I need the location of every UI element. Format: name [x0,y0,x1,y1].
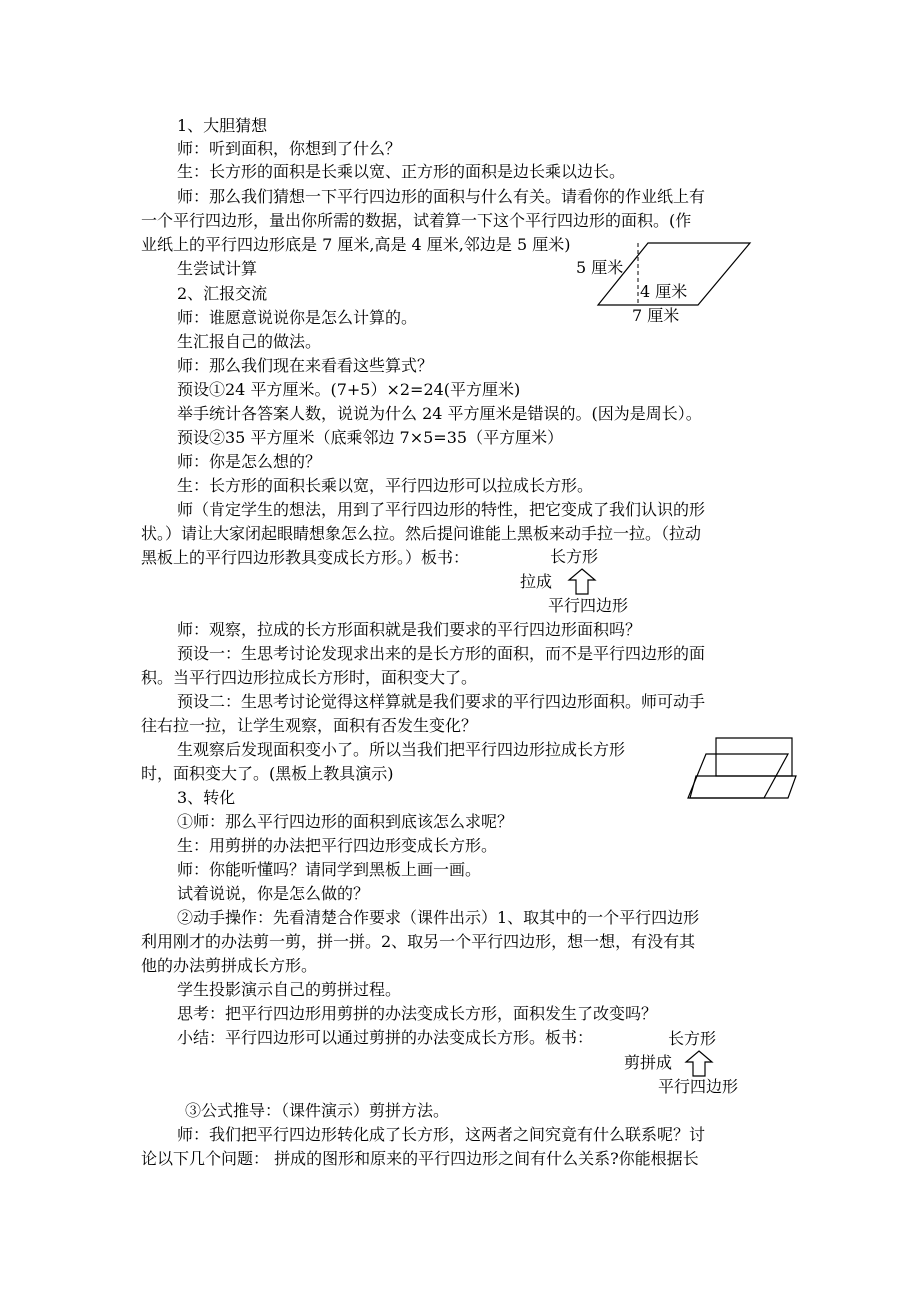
paragraph-line: 举手统计各答案人数，说说为什么 24 平方厘米是错误的。(因为是周长）。 [177,404,702,423]
parallelogram-flat-shape [690,776,796,798]
paragraph-line: 一个平行四边形，量出你所需的数据，试着算一下这个平行四边形的面积。(作 [141,211,692,230]
board2-arrow-label: 剪拼成 [624,1053,673,1072]
up-arrow-icon [685,1050,715,1078]
paragraph-line: 生：用剪拼的办法把平行四边形变成长方形。 [177,836,498,855]
board1-arrow-label: 拉成 [520,572,553,591]
paragraph-line: 生：长方形的面积是长乘以宽、正方形的面积是边长乘以边长。 [177,162,626,181]
paragraph-line: 学生投影演示自己的剪拼过程。 [177,980,402,999]
base-length-label: 7 厘米 [632,306,680,325]
paragraph-line: 师：你是怎么想的？ [177,452,322,471]
stretch-diagram [692,736,802,800]
paragraph-line: 预设②35 平方厘米（底乘邻边 7×5=35（平方厘米） [177,428,564,447]
paragraph-line: 状。）请让大家闭起眼睛想象怎么拉。然后提问谁能上黑板来动手拉一拉。（拉动 [141,524,702,543]
paragraph-line: 论以下几个问题： 拼成的图形和原来的平行四边形之间有什么关系?你能根据长 [141,1149,699,1168]
paragraph-line: 利用刚才的办法剪一剪，拼一拼。2、取另一个平行四边形，想一想，有没有其 [141,932,696,951]
paragraph-line: 积。当平行四边形拉成长方形时，面积变大了。 [141,668,478,687]
paragraph-line: 黑板上的平行四边形教具变成长方形。）板书： [141,548,470,567]
paragraph-line: 师（肯定学生的想法，用到了平行四边形的特性，把它变成了我们认识的形 [177,500,706,519]
board1-rectangle-label: 长方形 [550,547,599,566]
paragraph-line: 业纸上的平行四边形底是 7 厘米,高是 4 厘米,邻边是 5 厘米) [141,235,571,254]
paragraph-line: ③公式推导：（课件演示）剪拼方法。 [185,1101,450,1120]
paragraph-line: 师：谁愿意说说你是怎么计算的。 [177,308,418,327]
board2-parallelogram-label: 平行四边形 [658,1077,739,1096]
paragraph-line: 小结：平行四边形可以通过剪拼的办法变成长方形。板书： [177,1028,594,1047]
paragraph-line: ①师：那么平行四边形的面积到底该怎么求呢？ [177,812,514,831]
paragraph-line: 预设一：生思考讨论发现求出来的是长方形的面积，而不是平行四边形的面 [177,644,706,663]
paragraph-line: 他的办法剪拼成长方形。 [141,956,318,975]
paragraph-line: 师：我们把平行四边形转化成了长方形，这两者之间究竟有什么联系呢？讨 [177,1125,706,1144]
paragraph-line: 生观察后发现面积变小了。所以当我们把平行四边形拉成长方形 [177,740,626,759]
side-length-label: 5 厘米 [576,258,624,277]
board2-rectangle-label: 长方形 [668,1029,717,1048]
up-arrow-icon [568,568,598,596]
paragraph-line: 师：听到面积，你想到了什么？ [177,139,402,158]
paragraph-line: 师：那么我们现在来看看这些算式？ [177,356,434,375]
paragraph-line: 生尝试计算 [177,259,258,278]
paragraph-line: 预设二：生思考讨论觉得这样算就是我们要求的平行四边形面积。师可动手 [177,692,706,711]
board1-parallelogram-label: 平行四边形 [548,596,629,615]
paragraph-line: 试着说说，你是怎么做的？ [177,884,370,903]
paragraph-line: 师：那么我们猜想一下平行四边形的面积与什么有关。请看你的作业纸上有 [177,187,706,206]
heading-report: 2、汇报交流 [177,284,268,303]
heading-guess: 1、大胆猜想 [177,116,268,135]
paragraph-line: 生：长方形的面积长乘以宽，平行四边形可以拉成长方形。 [177,476,594,495]
paragraph-line: 预设①24 平方厘米。(7+5）×2=24(平方厘米) [177,380,521,399]
paragraph-line: 往右拉一拉，让学生观察，面积有否发生变化？ [141,716,478,735]
paragraph-line: 师：观察，拉成的长方形面积就是我们要求的平行四边形面积吗？ [177,620,642,639]
heading-transform: 3、转化 [177,788,236,807]
height-label: 4 厘米 [640,282,688,301]
paragraph-line: 时，面积变大了。(黑板上教具演示) [141,764,394,783]
paragraph-line: 生汇报自己的做法。 [177,332,322,351]
rectangle-shape [716,738,792,776]
paragraph-line: ②动手操作：先看清楚合作要求（课件出示）1、取其中的一个平行四边形 [177,908,700,927]
paragraph-line: 思考：把平行四边形用剪拼的办法变成长方形，面积发生了改变吗？ [177,1004,658,1023]
paragraph-line: 师：你能听懂吗？请同学到黑板上画一画。 [177,860,482,879]
